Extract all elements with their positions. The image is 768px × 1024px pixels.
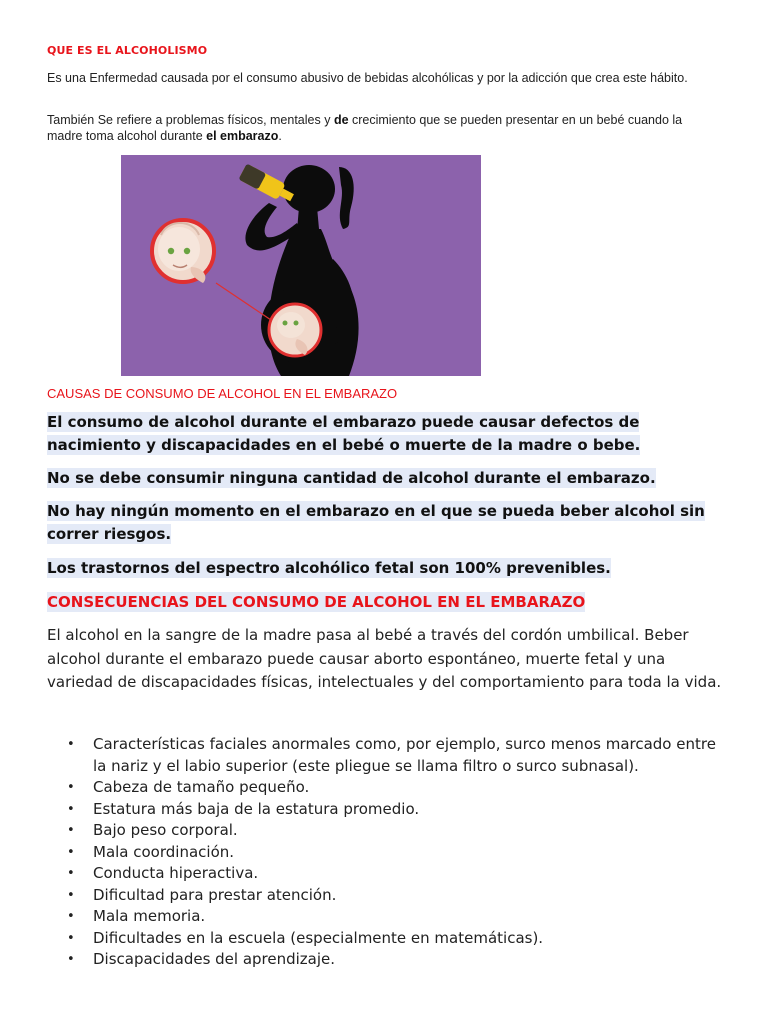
consecuencias-title: CONSECUENCIAS DEL CONSUMO DE ALCOHOL EN EL EMBARAZO	[47, 593, 586, 611]
list-item	[47, 949, 727, 971]
bullet-icon: •	[67, 823, 75, 838]
causa-3	[47, 500, 737, 546]
list-item-text: Dificultad para prestar atención.	[93, 885, 337, 904]
effects-list	[47, 734, 727, 971]
bullet-icon: •	[67, 737, 75, 752]
causa-1-text: El consumo de alcohol durante el embarazo puede causar defectos de nacimiento y discapacidades en el bebé o muerte de la madre o bebe.	[47, 413, 641, 454]
bullet-icon: •	[67, 780, 75, 795]
list-item-text: Discapacidades del aprendizaje.	[93, 950, 336, 968]
list-item	[47, 734, 727, 777]
list-item-text: Mala memoria.	[93, 907, 206, 925]
causa-4	[47, 557, 737, 580]
bullet-icon: •	[67, 930, 75, 946]
causa-1	[47, 411, 737, 457]
bullet-icon: •	[67, 887, 75, 903]
intro-2-text-b: crecimiento que se pueden presentar en un bebé cuando la madre toma alcohol durante	[47, 113, 683, 143]
list-item	[47, 777, 727, 799]
list-item-text: Bajo peso corporal.	[93, 821, 238, 839]
list-item-text: Cabeza de tamaño pequeño.	[93, 778, 310, 796]
intro-2-text-c: .	[278, 129, 282, 143]
intro-2-text-a: También Se refiere a problemas físicos, mentales y	[47, 113, 334, 127]
list-item	[47, 928, 727, 950]
list-item-text: Características faciales anormales como, por ejemplo, surco menos marcado entre la nariz y el labio superior (este pliegue se llama filtro o surco subnasal).	[93, 735, 716, 775]
list-item-text: Dificultades en la escuela (especialmente en matemáticas).	[93, 928, 544, 947]
bullet-icon: •	[67, 801, 75, 817]
list-item	[47, 885, 727, 907]
intro-2-bold-a: de	[333, 113, 349, 127]
intro-paragraph-1: Es una Enfermedad causada por el consumo abusivo de bebidas alcohólicas y por la adicción que crea este hábito.	[47, 71, 688, 85]
bullet-icon: •	[67, 909, 75, 924]
causa-3-text: No hay ningún momento en el embarazo en el que se pueda beber alcohol sin correr riesgos.	[47, 502, 705, 543]
causa-4-text: Los trastornos del espectro alcohólico fetal son 100% prevenibles.	[47, 559, 611, 577]
list-item	[47, 863, 727, 885]
list-item	[47, 799, 727, 821]
bullet-icon: •	[67, 952, 75, 967]
causas-title: CAUSAS DE CONSUMO DE ALCOHOL EN EL EMBARAZO	[47, 386, 398, 401]
list-item	[47, 842, 727, 864]
intro-paragraph-2	[47, 112, 717, 144]
bullet-icon: •	[67, 844, 75, 860]
consecuencias-paragraph: El alcohol en la sangre de la madre pasa al bebé a través del cordón umbilical. Beber alcohol durante el embarazo puede causar aborto espontáneo, muerte fetal y una variedad de discapacidades físicas, intelectuales y del comportamiento para toda la vida.	[47, 626, 722, 691]
page-heading: QUE ES EL ALCOHOLISMO	[47, 44, 208, 57]
list-item-text: Mala coordinación.	[93, 842, 235, 861]
causa-2-text: No se debe consumir ninguna cantidad de alcohol durante el embarazo.	[47, 469, 656, 487]
list-item-text: Estatura más baja de la estatura promedio.	[93, 799, 420, 818]
list-item	[47, 906, 727, 928]
causa-2	[47, 467, 737, 490]
list-item	[47, 820, 727, 842]
list-item-text: Conducta hiperactiva.	[93, 864, 259, 882]
bullet-icon: •	[67, 866, 75, 881]
pregnant-woman-drinking-illustration	[121, 155, 481, 376]
intro-2-bold-b: el embarazo	[206, 129, 279, 143]
